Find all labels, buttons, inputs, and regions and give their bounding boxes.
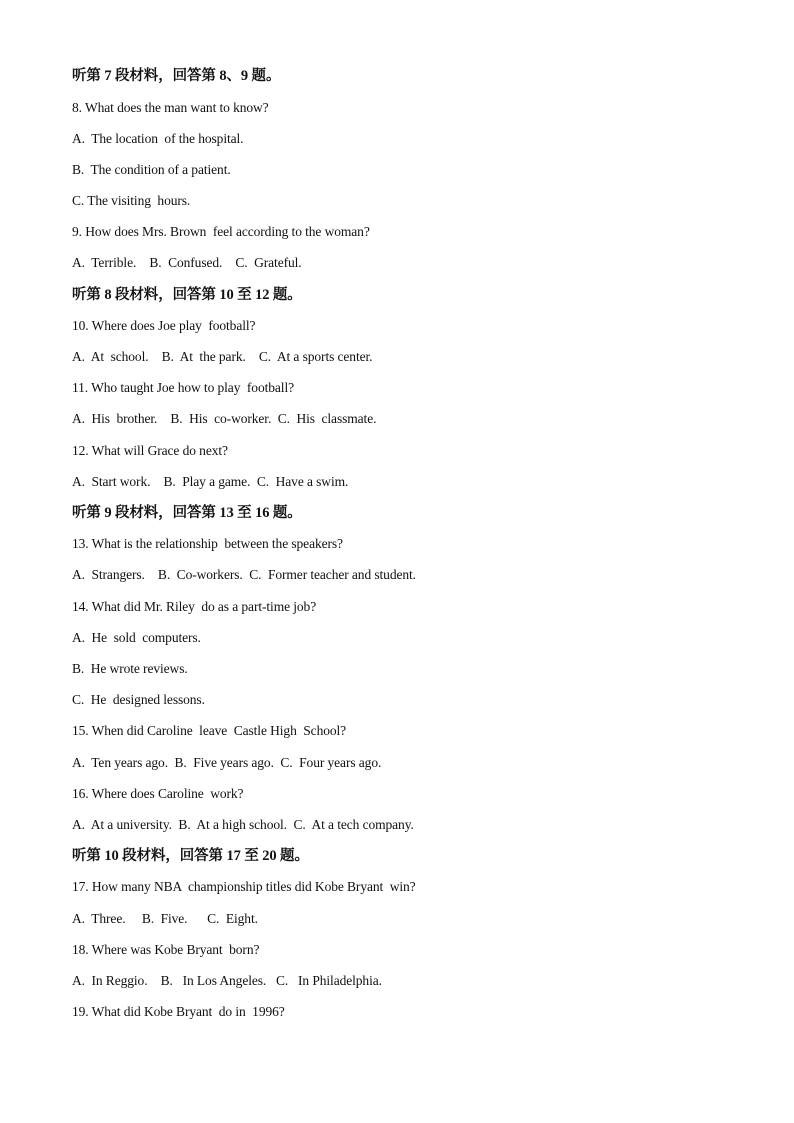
question-line: 14. What did Mr. Riley do as a part-time job? xyxy=(72,599,317,614)
question-line: 12. What will Grace do next? xyxy=(72,443,228,458)
question-line: 8. What does the man want to know? xyxy=(72,100,269,115)
section-heading: 听第 7 段材料，回答第 8、9 题。 xyxy=(72,68,281,84)
option-line: A. The location of the hospital. xyxy=(72,131,244,146)
question-line: 9. How does Mrs. Brown feel according to the woman? xyxy=(72,224,370,239)
option-line: B. He wrote reviews. xyxy=(72,661,188,676)
question-line: 10. Where does Joe play football? xyxy=(72,318,256,333)
section-heading: 听第 10 段材料，回答第 17 至 20 题。 xyxy=(72,848,309,864)
option-line: A. In Reggio. B. In Los Angeles. C. In Philadelphia. xyxy=(72,973,382,988)
option-line: A. At a university. B. At a high school. C. At a tech company. xyxy=(72,817,414,832)
option-line: A. Three. B. Five. C. Eight. xyxy=(72,911,258,926)
option-line: A. Strangers. B. Co-workers. C. Former teacher and student. xyxy=(72,567,416,582)
section-heading: 听第 8 段材料，回答第 10 至 12 题。 xyxy=(72,287,302,303)
question-line: 19. What did Kobe Bryant do in 1996? xyxy=(72,1004,285,1019)
question-line: 18. Where was Kobe Bryant born? xyxy=(72,942,260,957)
question-line: 15. When did Caroline leave Castle High School? xyxy=(72,723,347,738)
option-line: A. His brother. B. His co-worker. C. His classmate. xyxy=(72,411,377,426)
option-line: A. He sold computers. xyxy=(72,630,201,645)
option-line: C. The visiting hours. xyxy=(72,193,191,208)
section-heading: 听第 9 段材料，回答第 13 至 16 题。 xyxy=(72,505,302,521)
option-line: C. He designed lessons. xyxy=(72,692,205,707)
option-line: A. Terrible. B. Confused. C. Grateful. xyxy=(72,255,302,270)
option-line: A. Ten years ago. B. Five years ago. C. Four years ago. xyxy=(72,755,382,770)
question-line: 16. Where does Caroline work? xyxy=(72,786,244,801)
question-line: 17. How many NBA championship titles did Kobe Bryant win? xyxy=(72,879,416,894)
question-line: 11. Who taught Joe how to play football? xyxy=(72,380,294,395)
option-line: A. At school. B. At the park. C. At a sports center. xyxy=(72,349,373,364)
option-line: A. Start work. B. Play a game. C. Have a swim. xyxy=(72,474,349,489)
question-line: 13. What is the relationship between the speakers? xyxy=(72,536,343,551)
option-line: B. The condition of a patient. xyxy=(72,162,231,177)
